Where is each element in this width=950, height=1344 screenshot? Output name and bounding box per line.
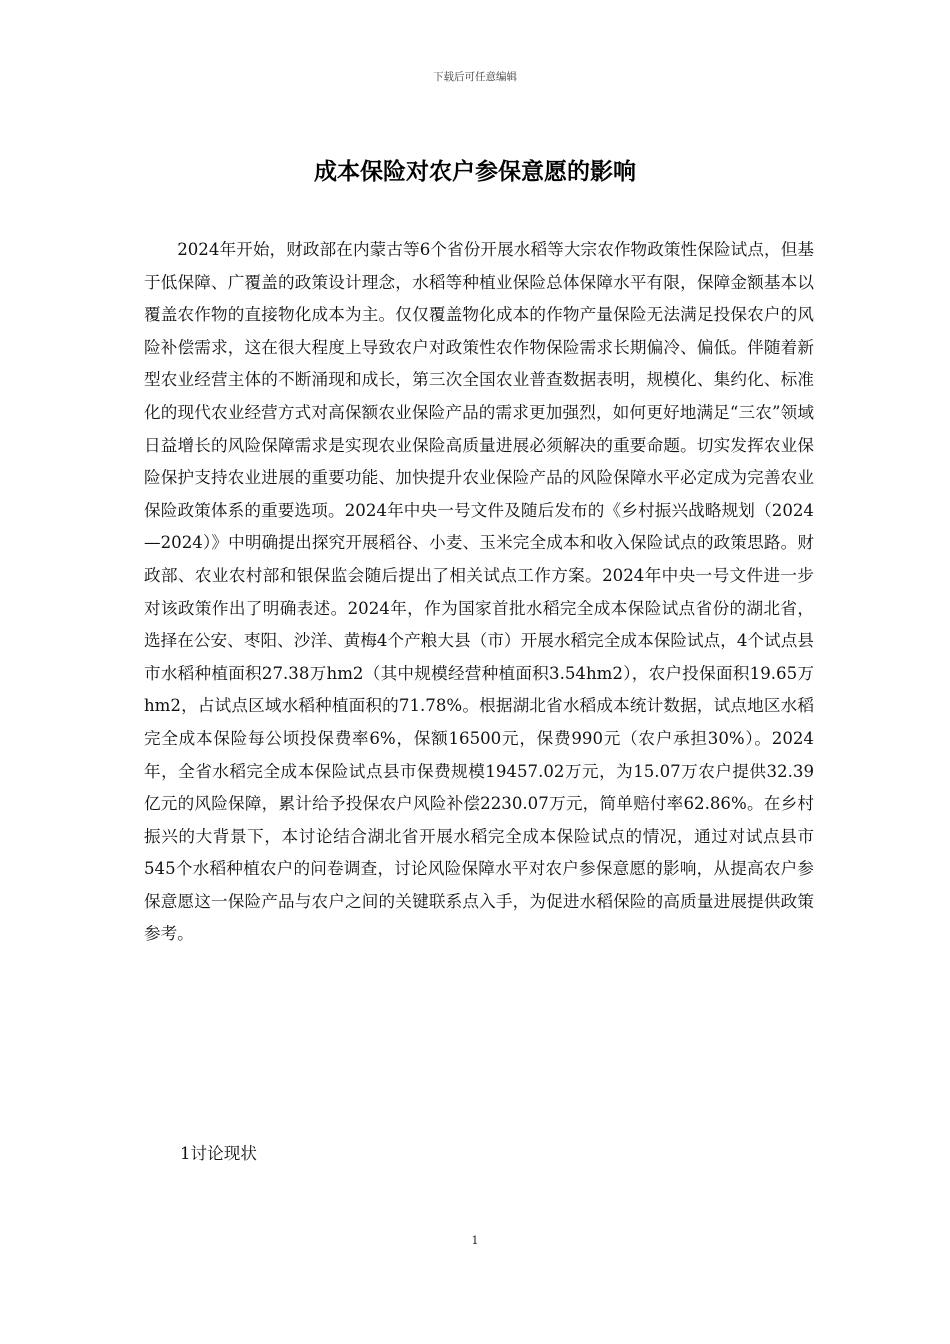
- body-paragraph: 2024年开始，财政部在内蒙古等6个省份开展水稻等大宗农作物政策性保险试点，但基于低保障、广覆盖的政策设计理念，水稻等种植业保险总体保障水平有限，保障金额基本以覆盖农作物的直接物化成本为主。仅仅覆盖物化成本的作物产量保险无法满足投保农户的风险补偿需求，这在很大程度上导致农户对政策性农作物保险需求长期偏冷、偏低。伴随着新型农业经营主体的不断涌现和成长，第三次全国农业普查数据表明，规模化、集约化、标准化的现代农业经营方式对高保额农业保险产品的需求更加强烈，如何更好地满足“三农”领域日益增长的风险保障需求是实现农业保险高质量进展必须解决的重要命题。切实发挥农业保险保护支持农业进展的重要功能、加快提升农业保险产品的风险保障水平必定成为完善农业保险政策体系的重要选项。2024年中央一号文件及随后发布的《乡村振兴战略规划（2024—2024）》中明确提出探究开展稻谷、小麦、玉米完全成本和收入保险试点的政策思路。财政部、农业农村部和银保监会随后提出了相关试点工作方案。2024年中央一号文件进一步对该政策作出了明确表述。2024年，作为国家首批水稻完全成本保险试点省份的湖北省，选择在公安、枣阳、沙洋、黄梅4个产粮大县（市）开展水稻完全成本保险试点，4个试点县市水稻种植面积27.38万hm2（其中规模经营种植面积3.54hm2），农户投保面积19.65万hm2，占试点区域水稻种植面积的71.78%。根据湖北省水稻成本统计数据，试点地区水稻完全成本保险每公顷投保费率6%，保额16500元，保费990元（农户承担30%）。2024年，全省水稻完全成本保险试点县市保费规模19457.02万元，为15.07万农户提供32.39亿元的风险保障，累计给予投保农户风险补偿2230.07万元，简单赔付率62.86%。在乡村振兴的大背景下，本讨论结合湖北省开展水稻完全成本保险试点的情况，通过对试点县市545个水稻种植农户的问卷调查，讨论风险保障水平对农户参保意愿的影响，从提高农户参保意愿这一保险产品与农户之间的关键联系点入手，为促进水稻保险的高质量进展提供政策参考。: [144, 240, 814, 944]
- section-heading: 1讨论现状: [180, 1144, 257, 1163]
- header-note: 下载后可任意编辑: [433, 71, 517, 83]
- document-title: 成本保险对农户参保意愿的影响: [314, 159, 636, 185]
- page-number: 1: [471, 1234, 479, 1247]
